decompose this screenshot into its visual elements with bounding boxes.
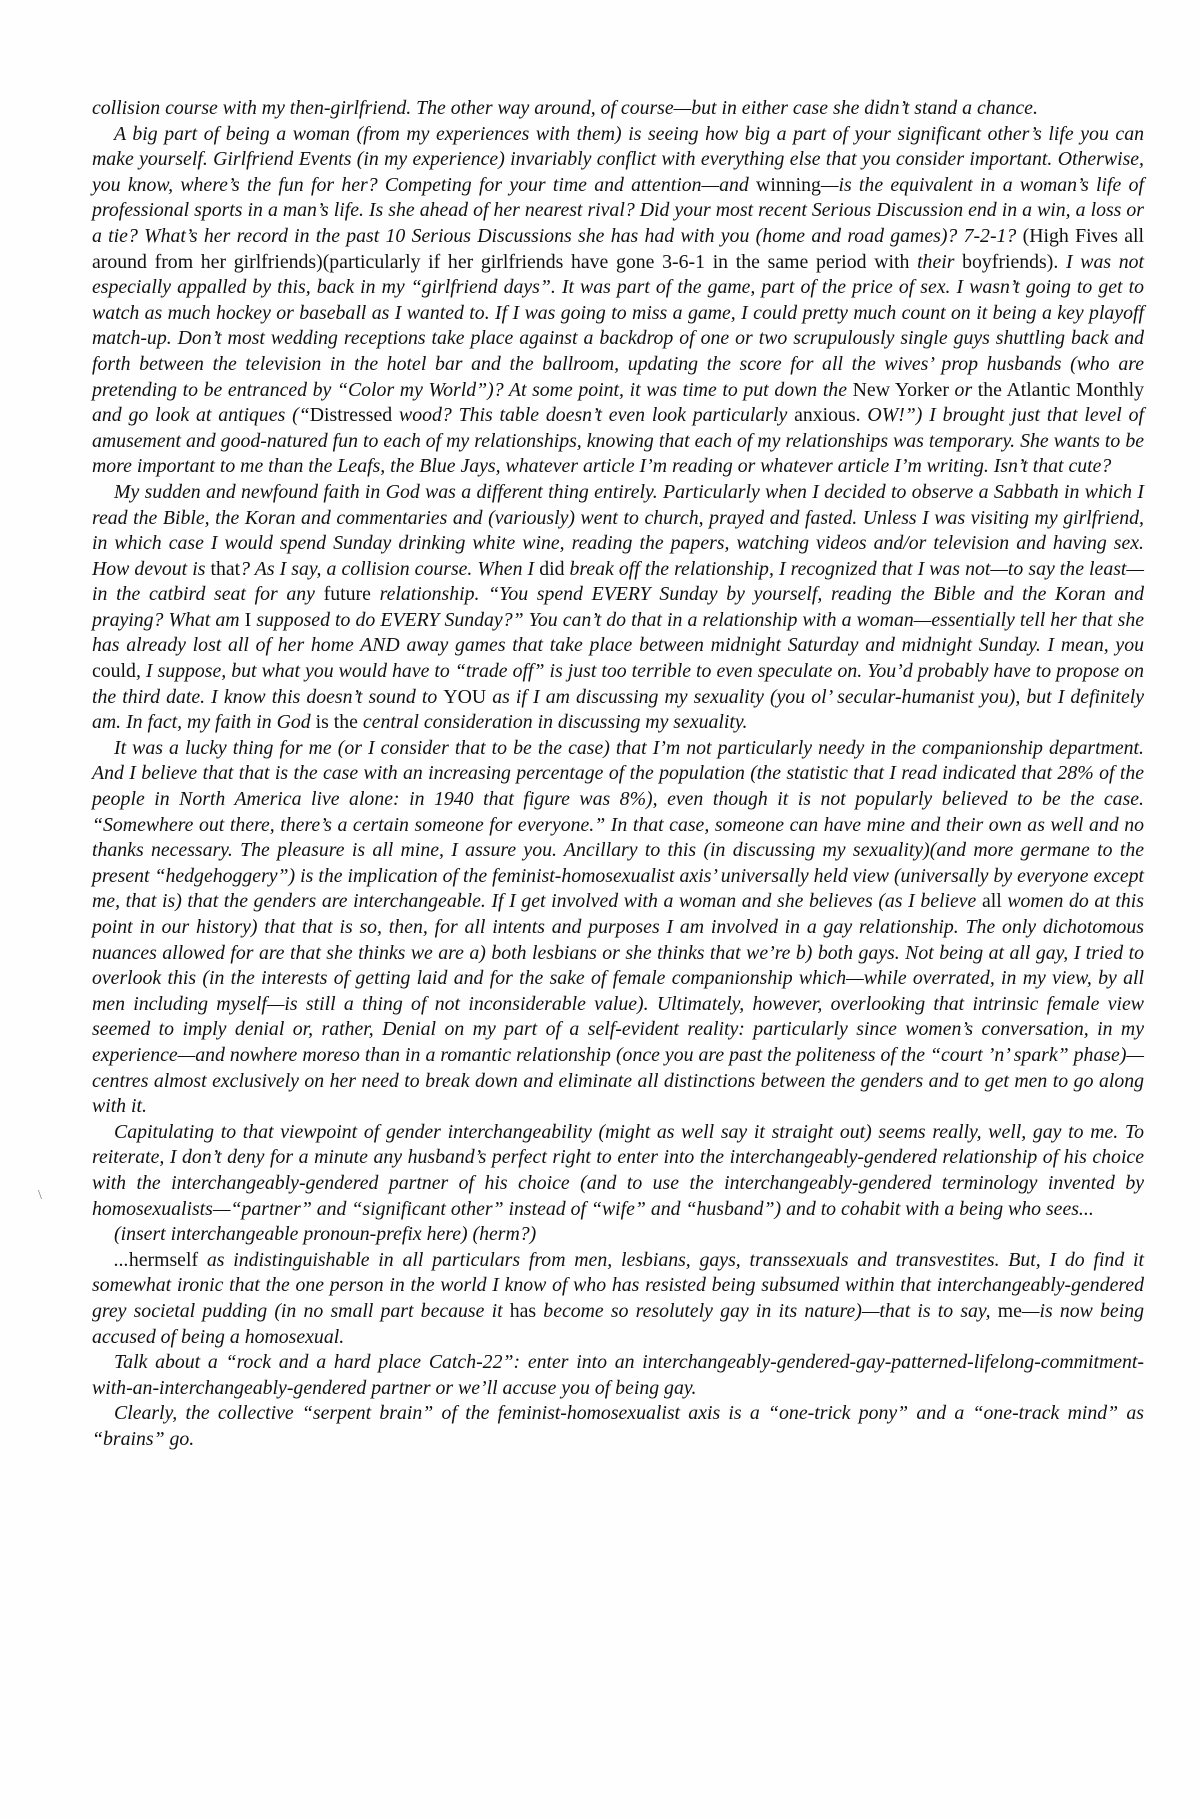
text-run: New Yorker xyxy=(852,378,949,401)
paragraph-8 xyxy=(92,1350,1144,1401)
text-run: is the xyxy=(315,711,358,734)
text-run: could xyxy=(92,660,136,683)
text-run: collision course with my then-girlfriend. The other way around, of course—but in either case she didn’t stand a chance. xyxy=(92,97,1038,119)
text-run: YOU xyxy=(443,685,487,708)
text-run: central consideration in discussing my sexuality. xyxy=(357,711,748,734)
text-run: hermself xyxy=(128,1248,199,1271)
text-run: relationship. “You spend EVERY Sunday by yourself, reading the Bible and the Koran and praying? What am xyxy=(92,583,1144,631)
text-run: Talk about a “rock and a hard place Catch-22”: enter into an interchangeably-gendered-gay-patterned-lifelong-commitment-with-an-interchangeably-gendered partner or we’ll accuse you of being gay. xyxy=(92,1351,1144,1399)
text-run: , I suppose, but what you would have to “trade off” is just too terrible to even speculate on. You’d probably have to propose on the third date. I know this doesn’t sound to xyxy=(92,660,1144,708)
text-run: Clearly, the collective “serpent brain” of the feminist-homosexualist axis is a “one-trick pony” and a “one-track mind” as “brains” go. xyxy=(92,1402,1144,1450)
text-run: future xyxy=(323,583,371,606)
text-run: —is now being accused of being a homosexual. xyxy=(92,1299,1144,1348)
text-run: My sudden and newfound faith in God was a different thing entirely. Particularly when I decided to observe a Sabbath in which I read the Bible, the Koran and commentaries and (variously) went to church, prayed and fasted. Unless I was visiting my girlfriend, in which case I would spend Sunday drinking white wine, reading the papers, watching videos and/or television and having sex. How devout is xyxy=(92,480,1144,580)
text-run: —is the equivalent in a woman’s life of professional sports in a man’s life. Is she ahead of her nearest rival? Did your most recent Serious Discussion end in a win, a loss or a tie? What’s her record in the past 10 Serious Discussions she has had with you (home and road games)? 7-2-1? xyxy=(92,173,1144,247)
text-run: that xyxy=(210,557,241,580)
paragraph-6 xyxy=(92,1222,1144,1248)
text-run: women do at this point in our history) that that is so, then, for all intents and purposes I am involved in a gay relationship. The only dichotomous nuances allowed for are that she thinks we are a) both lesbians or she thinks that we’re b) both gays. Not being at all gay, I tried to overlook this (in the interests of getting laid and for the sake of female companionship which—while overrated, in my view, by all men including myself—is still a thing of not inconsiderable value). Ultimately, however, overlooking that intrinsic female view seemed to imply denial or, rather, Denial on my part of a self-evident reality: particularly since women’s conversation, in my experience—and nowhere moreso than in a romantic relationship (once you are past the politeness of the “court ’n’ spark” phase)—centres almost exclusively on her need to break down and eliminate all distinctions between the genders and to get men to go along with it. xyxy=(92,890,1144,1118)
text-run: Capitulating to that viewpoint of gender interchangeability (might as well say it straight out) seems really, well, gay to me. To reiterate, I don’t deny for a minute any husband’s perfect right to enter into the interchangeably-gendered relationship of his choice with the interchangeably-gendered partner of his choice (and to use the interchangeably-gendered terminology invented by homosexualists—“partner” and “significant other” instead of “wife” and “husband”) and to cohabit with a being who sees... xyxy=(92,1120,1144,1220)
text-run: I was not especially appalled by this, back in my “girlfriend days”. It was part of the game, part of the price of sex. I wasn’t going to get to watch as much hockey or baseball as I wanted to. If I was going to miss a game, I could pretty much count on it being a key playoff match-up. Don’t most wedding receptions take place against a backdrop of one or two scrupulously single guys shuttling back and forth between the television in the hotel bar and the ballroom, updating the score for all the wives’ prop husbands (who are pretending to be entranced by “Color my World”)? At some point, it was time to put down the xyxy=(92,250,1145,401)
text-run: winning xyxy=(756,173,821,196)
text-run: ? As I say, a collision course. When I xyxy=(240,557,540,580)
paragraph-3 xyxy=(92,480,1144,736)
article-body xyxy=(92,96,1144,1452)
text-run: (insert interchangeable pronoun-prefix here) (herm?) xyxy=(114,1223,537,1246)
text-run: ... xyxy=(114,1248,129,1271)
paragraph-7 xyxy=(92,1248,1144,1350)
text-run: the Atlantic Monthly xyxy=(977,378,1145,401)
paragraph-9 xyxy=(92,1401,1144,1452)
text-run: Distressed xyxy=(309,404,393,427)
paragraph-4 xyxy=(92,736,1144,1120)
text-run: OW!”) I brought just that level of amusement and good-natured fun to each of my relationships, knowing that each of my relationships was temporary. She wants to be more important to me than the Leafs, the Blue Jays, whatever article I’m reading or whatever article I’m writing. Isn’t that cute? xyxy=(92,404,1144,478)
margin-mark: \ xyxy=(38,1188,42,1203)
text-run: boyfriends). xyxy=(954,250,1066,273)
text-run: wood? This table doesn’t even look particularly xyxy=(392,404,795,427)
text-run: their xyxy=(917,250,955,273)
paragraph-2 xyxy=(92,122,1144,480)
text-run: and go look at antiques (“ xyxy=(92,404,310,427)
text-run: anxious. xyxy=(794,404,861,427)
text-run: break off the relationship, I recognized that I was not—to say the least—in the catbird seat for any xyxy=(92,557,1144,606)
text-run: become so resolutely gay in its nature)—that is to say, xyxy=(536,1299,998,1322)
paragraph-5 xyxy=(92,1120,1144,1222)
text-run: all xyxy=(981,890,1002,913)
text-run: did xyxy=(539,557,565,580)
text-run: It was a lucky thing for me (or I consider that to be the case) that I’m not particularly needy in the companionship department. And I believe that that is the case with an increasing percentage of the population (the statistic that I read indicated that 28% of the people in North America live alone: in 1940 that figure was 8%), even though it is not popularly believed to be the case. “Somewhere out there, there’s a certain someone for everyone.” In that case, someone can have mine and their own as well and no thanks necessary. The pleasure is all mine, I assure you. Ancillary to this (in discussing my sexuality)(and more germane to the present “hedgehoggery”) is the implication of the feminist-homosexualist axis’ universally held view (universally by everyone except me, that is) that the genders are interchangeable. If I get involved with a woman and she believes (as I believe xyxy=(92,736,1144,913)
text-run: or xyxy=(948,378,978,401)
text-run: (High Fives all around from her girlfriends)(particularly if her girlfriends have gone 3-6-1 in the same period with xyxy=(92,224,1144,273)
text-run: me xyxy=(997,1299,1022,1322)
text-run: I xyxy=(244,608,252,631)
text-run: as if I am discussing my sexuality (you ol’ secular-humanist you), but I definitely am. In fact, my faith in God xyxy=(92,685,1144,734)
text-run: supposed to do EVERY Sunday?” You can’t do that in a relationship with a woman—essentially tell her that she has already lost all of her home AND away games that take place between midnight Saturday and midnight Sunday. I mean, you xyxy=(92,608,1144,657)
text-run: has xyxy=(509,1299,537,1322)
text-run: as indistinguishable in all particulars from men, lesbians, gays, transsexuals and transvestites. But, I do find it somewhat ironic that the one person in the world I know of who has resisted being subsumed within that interchangeably-gendered grey societal pudding (in no small part because it xyxy=(92,1248,1144,1322)
text-run: A big part of being a woman (from my experiences with them) is seeing how big a part of your significant other’s life you can make yourself. Girlfriend Events (in my experience) invariably conflict with everything else that you consider important. Otherwise, you know, where’s the fun for her? Competing for your time and attention—and xyxy=(92,122,1144,196)
paragraph-1 xyxy=(92,96,1144,122)
